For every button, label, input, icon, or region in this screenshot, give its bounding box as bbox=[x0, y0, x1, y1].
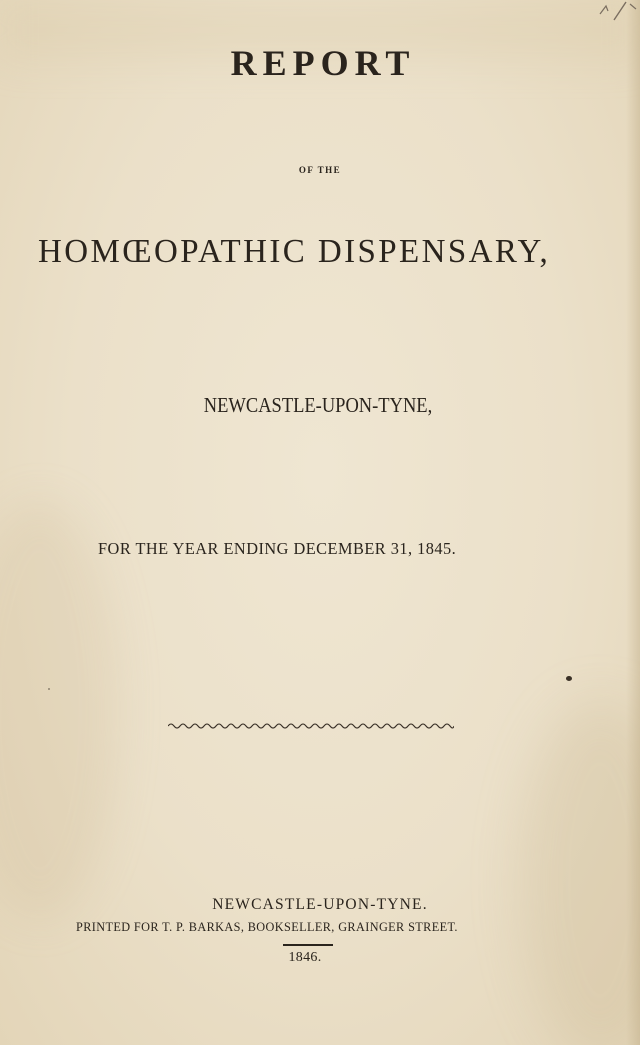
paper-stain-left bbox=[0, 500, 120, 920]
wavy-rule-divider bbox=[168, 721, 454, 731]
printer-line: PRINTED FOR T. P. BARKAS, BOOKSELLER, GRAINGER STREET. bbox=[76, 920, 458, 934]
publication-year: 1846. bbox=[288, 950, 322, 965]
page-edge-shadow bbox=[626, 0, 640, 1045]
of-the-line: OF THE bbox=[298, 165, 342, 175]
imprint-city: NEWCASTLE-UPON-TYNE. bbox=[212, 896, 428, 913]
location-line: NEWCASTLE-UPON-TYNE, bbox=[203, 393, 433, 417]
ink-speck bbox=[566, 676, 572, 681]
pencil-mark-icon bbox=[592, 0, 638, 24]
short-rule-divider bbox=[283, 944, 333, 946]
ink-speck bbox=[48, 688, 50, 690]
institution-name: HOMŒOPATHIC DISPENSARY, bbox=[38, 233, 551, 270]
report-heading: REPORT bbox=[230, 43, 416, 83]
paper-stain-right bbox=[520, 700, 640, 1045]
period-line: FOR THE YEAR ENDING DECEMBER 31, 1845. bbox=[98, 539, 457, 558]
